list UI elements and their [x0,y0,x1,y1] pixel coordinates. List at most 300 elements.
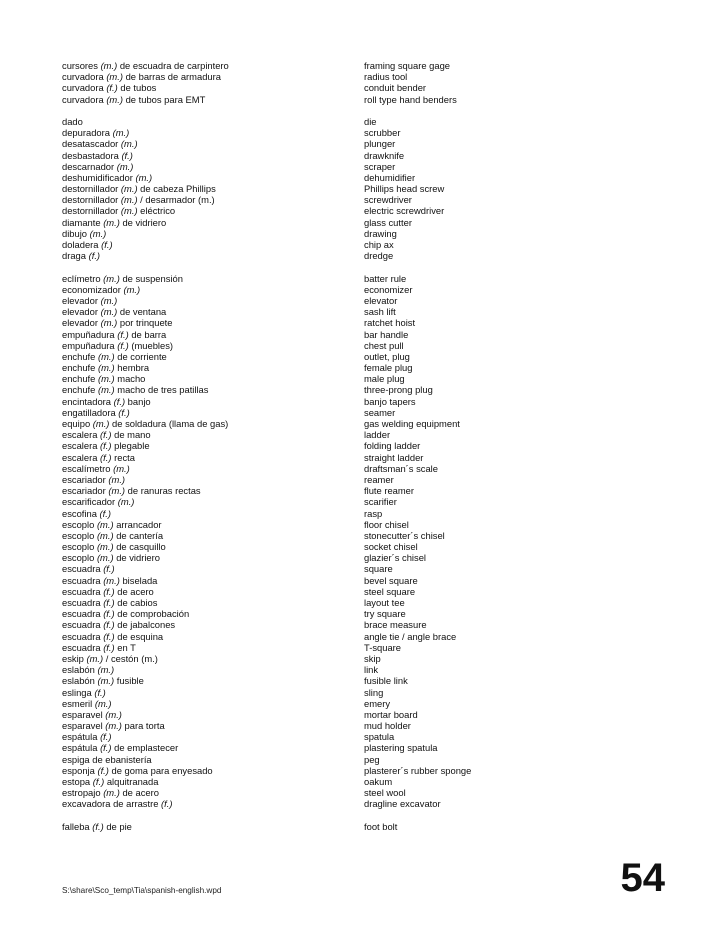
term-qualifier: de suspensión [119,272,183,284]
spanish-term [62,183,364,194]
grammatical-gender: (f.) [103,641,115,653]
grammatical-gender: (m.) [105,708,122,720]
term-qualifier: por trinquete [117,317,173,329]
term-text: draga [62,250,86,262]
glossary-entry [62,228,542,239]
term-text: escarificador [62,496,116,508]
glossary-entry [62,340,542,351]
glossary-entry [62,463,542,474]
glossary-entry [62,519,542,530]
grammatical-gender: (f.) [118,406,130,418]
grammatical-gender: (m.) [106,71,123,83]
term-qualifier: de escuadra de carpintero [117,60,229,71]
english-term: female plug [364,362,413,374]
glossary-entry [62,452,542,463]
grammatical-gender: (f.) [100,451,112,463]
term-text: esmeril [62,697,93,709]
english-term: brace measure [364,619,427,631]
term-text: eskip [62,652,84,664]
spanish-term [62,306,364,317]
term-qualifier: fusible [114,675,144,687]
glossary-entry [62,250,542,261]
spanish-term [62,60,364,71]
grammatical-gender: (f.) [103,585,115,597]
glossary-entry [62,586,542,597]
term-qualifier: de ventana [117,306,167,318]
english-term: spatula [364,731,395,743]
term-text: desbastadora [62,149,119,161]
glossary-entry [62,821,542,832]
glossary-entry [62,172,542,183]
spanish-term [62,340,364,351]
page-number: 54 [620,856,665,900]
term-text: estropajo [62,787,101,799]
english-term: sling [364,686,384,698]
glossary-entry [62,306,542,317]
term-qualifier: de acero [114,585,154,597]
glossary-entry [62,94,542,105]
glossary-entry [62,575,542,586]
grammatical-gender: (m.) [94,697,112,709]
english-term: bar handle [364,328,409,340]
grammatical-gender: (m.) [97,664,115,676]
spanish-term [62,418,364,429]
term-qualifier: hembra [114,362,150,374]
term-text: escuadra [62,608,101,620]
glossary-entry [62,709,542,720]
glossary-entry [62,765,542,776]
english-term: gas welding equipment [364,418,460,429]
glossary-entry [62,485,542,496]
glossary-entry [62,217,542,228]
grammatical-gender: (m.) [100,306,118,318]
grammatical-gender: (f.) [117,328,129,340]
term-qualifier: de pie [103,820,132,832]
english-term: layout tee [364,597,405,608]
glossary-entry [62,429,542,440]
english-term: scrubber [364,127,401,139]
grammatical-gender: (f.) [88,250,101,262]
spanish-term [62,284,364,295]
spanish-term [62,765,364,776]
term-text: eslabón [62,664,95,676]
grammatical-gender: (f.) [106,82,118,94]
glossary-entry [62,563,542,574]
term-qualifier: de ranuras rectas [125,485,201,497]
spanish-term [62,362,364,373]
term-text: eslinga [62,686,92,698]
english-term: dragline excavator [364,798,441,810]
term-qualifier: de goma para enyesado [108,764,213,776]
term-text: escoplo [62,518,95,530]
term-text: empuñadura [62,328,115,340]
term-text: descarnador [62,160,115,172]
term-qualifier: de cabios [114,597,158,608]
term-text: enchufe [62,350,96,362]
grammatical-gender: (f.) [103,563,115,575]
spanish-term [62,563,364,574]
glossary-entry [62,776,542,787]
spanish-term [62,194,364,205]
group-spacer [62,105,542,116]
english-term: elevator [364,294,398,306]
spanish-term [62,754,364,765]
grammatical-gender: (m.) [108,473,126,485]
english-term: drawknife [364,149,405,161]
grammatical-gender: (f.) [100,731,112,743]
term-qualifier: arrancador [113,518,162,530]
grammatical-gender: (m.) [96,541,114,553]
spanish-term [62,631,364,642]
english-term: floor chisel [364,518,409,530]
term-text: escuadra [62,563,101,575]
term-qualifier: / desarmador (m.) [137,194,215,206]
term-text: dado [62,115,83,127]
grammatical-gender: (f.) [103,619,115,631]
spanish-term [62,329,364,340]
english-term: batter rule [364,272,407,284]
grammatical-gender: (f.) [103,608,115,620]
glossary-entry [62,552,542,563]
glossary-entry [62,608,542,619]
term-qualifier: de vidriero [113,552,160,564]
term-qualifier: de acero [119,787,159,799]
english-term: dredge [364,250,394,262]
grammatical-gender: (m.) [105,720,122,732]
spanish-term [62,295,364,306]
spanish-term [62,541,364,552]
term-text: escofina [62,507,97,519]
term-text: elevador [62,317,98,329]
spanish-term [62,150,364,161]
english-term: ladder [364,429,391,441]
grammatical-gender: (m.) [103,216,120,228]
term-qualifier: de jabalcones [114,619,176,631]
glossary-entry [62,407,542,418]
term-text: escuadra [62,597,101,608]
english-term: plasterer´s rubber sponge [364,764,472,776]
glossary-entry [62,541,542,552]
glossary-entry [62,384,542,395]
glossary-entry [62,742,542,753]
english-term: outlet, plug [364,350,410,362]
grammatical-gender: (f.) [113,395,126,407]
spanish-term [62,698,364,709]
spanish-term [62,821,364,832]
term-qualifier: (muebles) [128,339,174,351]
term-qualifier: macho [114,373,146,385]
grammatical-gender: (m.) [92,418,110,429]
spanish-term [62,608,364,619]
spanish-term [62,552,364,563]
spanish-term [62,217,364,228]
glossary-entry [62,82,542,93]
spanish-term [62,485,364,496]
term-text: escuadra [62,585,101,597]
grammatical-gender: (f.) [100,742,112,754]
english-term: economizer [364,283,413,295]
english-term: conduit bender [364,82,427,94]
english-term: glass cutter [364,216,412,228]
term-text: espiga de ebanistería [62,753,152,765]
english-term: oakum [364,776,393,787]
grammatical-gender: (m.) [100,294,118,306]
english-term: die [364,115,377,127]
term-text: estopa [62,776,91,787]
group-spacer [62,261,542,272]
term-qualifier: de soldadura (llama de gas) [109,418,229,429]
term-text: enchufe [62,384,96,396]
spanish-term [62,82,364,93]
english-term: roll type hand benders [364,93,457,105]
spanish-term [62,116,364,127]
term-qualifier: en T [114,641,136,653]
term-qualifier: para torta [121,720,165,732]
glossary-entry [62,284,542,295]
term-text: escariador [62,485,106,497]
glossary-entry [62,71,542,82]
glossary-entry [62,798,542,809]
glossary-entry [62,317,542,328]
term-text: escuadra [62,574,101,586]
english-term: rasp [364,507,383,519]
english-term: dehumidifier [364,171,416,183]
spanish-term [62,71,364,82]
glossary-entry [62,295,542,306]
term-qualifier: de emplastecer [111,742,179,754]
term-text: enchufe [62,373,96,385]
glossary-entry [62,418,542,429]
term-qualifier: de esquina [114,630,164,642]
english-term: chip ax [364,239,394,250]
term-qualifier: de cabeza Phillips [137,183,216,195]
glossary-entry [62,787,542,798]
term-text: destornillador [62,194,119,206]
spanish-term [62,384,364,395]
group-spacer [62,810,542,821]
spanish-term [62,519,364,530]
term-qualifier: de corriente [114,350,167,362]
english-term: Phillips head screw [364,183,445,195]
english-term: plunger [364,138,396,150]
grammatical-gender: (m.) [123,283,141,295]
grammatical-gender: (m.) [120,205,138,217]
glossary-entry [62,396,542,407]
spanish-term [62,687,364,698]
grammatical-gender: (f.) [100,440,112,452]
term-text: destornillador [62,183,119,195]
term-qualifier: de vidriero [119,216,167,228]
spanish-term [62,642,364,653]
spanish-term [62,798,364,809]
glossary-entry [62,508,542,519]
footer-file-path: S:\share\Sco_temp\Tia\spanish-english.wpd [62,886,222,895]
grammatical-gender: (m.) [89,227,107,239]
term-text: curvadora [62,82,104,94]
english-term: bevel square [364,574,418,586]
grammatical-gender: (f.) [100,429,112,441]
spanish-term [62,575,364,586]
term-text: espátula [62,731,98,743]
english-term: male plug [364,373,405,385]
glossary-entry [62,653,542,664]
grammatical-gender: (m.) [103,574,120,586]
spanish-term [62,373,364,384]
term-text: escariador [62,473,106,485]
term-text: engatilladora [62,406,116,418]
term-text: escoplo [62,552,95,564]
grammatical-gender: (f.) [161,798,173,810]
spanish-term [62,463,364,474]
term-qualifier: banjo [125,395,151,407]
glossary-entry [62,530,542,541]
grammatical-gender: (m.) [135,171,153,183]
term-text: eclímetro [62,272,101,284]
grammatical-gender: (m.) [103,272,120,284]
spanish-term [62,452,364,463]
spanish-term [62,228,364,239]
glossary-entry [62,664,542,675]
spanish-term [62,742,364,753]
grammatical-gender: (m.) [97,373,115,385]
english-term: scraper [364,160,396,172]
term-qualifier: de tubos [117,82,157,94]
glossary-entry [62,373,542,384]
grammatical-gender: (m.) [113,462,130,474]
grammatical-gender: (f.) [94,686,106,698]
term-qualifier: de tubos para EMT [122,93,206,105]
english-term: angle tie / angle brace [364,630,457,642]
grammatical-gender: (m.) [100,317,118,329]
term-text: curvadora [62,71,104,83]
term-text: esponja [62,764,95,776]
term-text: elevador [62,306,98,318]
english-term: mortar board [364,708,418,720]
spanish-term [62,351,364,362]
grammatical-gender: (m.) [120,194,138,206]
grammatical-gender: (f.) [101,239,113,250]
grammatical-gender: (f.) [92,820,104,832]
term-text: elevador [62,294,98,306]
spanish-term [62,709,364,720]
spanish-term [62,619,364,630]
glossary-list [62,60,542,832]
spanish-term [62,586,364,597]
term-qualifier: de comprobación [114,608,190,620]
spanish-term [62,474,364,485]
term-text: doladera [62,239,99,250]
grammatical-gender: (m.) [103,787,120,799]
english-term: mud holder [364,720,411,732]
spanish-term [62,776,364,787]
glossary-entry [62,205,542,216]
spanish-term [62,597,364,608]
spanish-term [62,250,364,261]
term-text: escoplo [62,529,95,541]
english-term: sash lift [364,306,396,318]
spanish-term [62,508,364,519]
spanish-term [62,161,364,172]
spanish-term [62,653,364,664]
grammatical-gender: (f.) [103,630,115,642]
term-text: enchufe [62,362,96,374]
glossary-entry [62,183,542,194]
term-text: esparavel [62,720,103,732]
spanish-term [62,496,364,507]
spanish-term [62,407,364,418]
spanish-term [62,530,364,541]
term-qualifier: macho de tres patillas [114,384,209,396]
glossary-entry [62,597,542,608]
english-term: peg [364,753,380,765]
grammatical-gender: (m.) [120,183,138,195]
grammatical-gender: (m.) [96,552,114,564]
english-term: plastering spatula [364,742,438,754]
spanish-term [62,396,364,407]
term-qualifier: de barra [128,328,167,340]
term-text: escuadra [62,619,101,631]
glossary-entry [62,351,542,362]
term-text: diamante [62,216,101,228]
term-text: depuradora [62,127,110,139]
english-term: folding ladder [364,440,421,452]
glossary-entry [62,731,542,742]
english-term: chest pull [364,339,404,351]
grammatical-gender: (m.) [97,350,115,362]
term-text: desatascador [62,138,119,150]
term-qualifier: de barras de armadura [122,71,221,83]
glossary-entry [62,698,542,709]
english-term: reamer [364,473,394,485]
grammatical-gender: (m.) [97,675,115,687]
glossary-entry [62,754,542,765]
term-text: excavadora de arrastre [62,798,159,810]
glossary-entry [62,239,542,250]
grammatical-gender: (m.) [86,652,104,664]
term-text: escuadra [62,641,101,653]
english-term: square [364,563,393,575]
grammatical-gender: (m.) [97,362,115,374]
glossary-entry [62,60,542,71]
term-text: escuadra [62,630,101,642]
term-text: escalera [62,429,98,441]
term-text: deshumidificador [62,171,133,183]
spanish-term [62,239,364,250]
term-text: espátula [62,742,98,754]
term-text: dibujo [62,227,88,239]
english-term: skip [364,652,381,664]
spanish-term [62,429,364,440]
glossary-entry [62,161,542,172]
term-qualifier: / cestón (m.) [103,652,158,664]
glossary-entry [62,150,542,161]
english-term: steel square [364,585,416,597]
english-term: straight ladder [364,451,424,463]
grammatical-gender: (f.) [117,339,129,351]
grammatical-gender: (f.) [99,507,111,519]
term-text: equipo [62,418,91,429]
english-term: drawing [364,227,397,239]
term-text: esparavel [62,708,103,720]
english-term: electric screwdriver [364,205,445,217]
glossary-entry [62,642,542,653]
grammatical-gender: (m.) [112,127,130,139]
term-text: curvadora [62,93,104,105]
glossary-entry [62,440,542,451]
term-text: economizador [62,283,121,295]
spanish-term [62,675,364,686]
term-qualifier: de mano [111,429,151,441]
